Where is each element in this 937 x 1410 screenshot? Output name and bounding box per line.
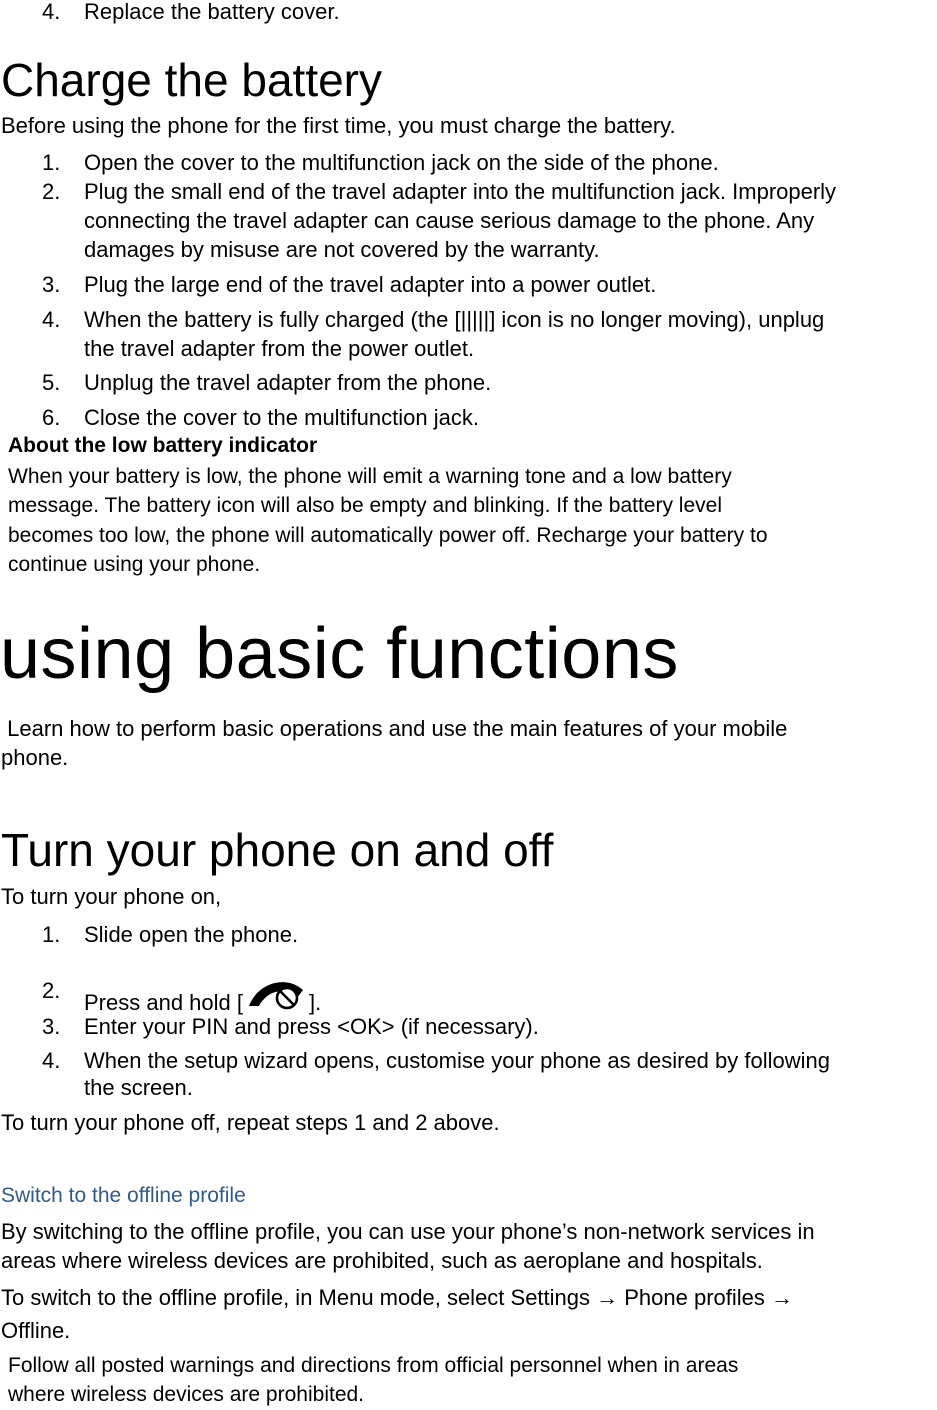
- list-number: 3.: [42, 1014, 61, 1039]
- chapter-intro-line: phone.: [1, 745, 69, 770]
- list-number: 4.: [42, 1048, 61, 1073]
- list-text: Unplug the travel adapter from the phone.: [84, 370, 492, 395]
- offline-instructions-line: Offline.: [1, 1318, 71, 1343]
- list-number: 2.: [42, 978, 61, 1003]
- chapter-intro-line: Learn how to perform basic operations and use the main features of your mobile: [1, 716, 788, 741]
- subsection-heading-offline: Switch to the offline profile: [1, 1184, 246, 1207]
- charge-intro: Before using the phone for the first time, you must charge the battery.: [1, 113, 676, 138]
- list-number: 3.: [42, 272, 61, 297]
- list-number: 6.: [42, 405, 61, 430]
- step-text-after: ].: [308, 990, 322, 1015]
- note-line: message. The battery icon will also be empty and blinking. If the battery level: [8, 494, 722, 517]
- list-number: 1.: [42, 922, 61, 947]
- end-call-key-icon: [247, 976, 305, 1016]
- list-number: 4.: [42, 0, 61, 24]
- warning-line: where wireless devices are prohibited.: [8, 1383, 365, 1406]
- offline-paragraph-line: By switching to the offline profile, you can use your phone’s non-network services in: [1, 1219, 815, 1244]
- list-text: Replace the battery cover.: [84, 0, 340, 24]
- list-text: connecting the travel adapter can cause serious damage to the phone. Any: [84, 208, 815, 233]
- warning-line: Follow all posted warnings and directions from official personnel when in areas: [8, 1354, 739, 1377]
- list-text: damages by misuse are not covered by the warranty.: [84, 237, 600, 262]
- turn-off-text: To turn your phone off, repeat steps 1 and 2 above.: [1, 1110, 500, 1135]
- list-text: the screen.: [84, 1075, 193, 1100]
- note-line: becomes too low, the phone will automatically power off. Recharge your battery to: [8, 524, 768, 547]
- list-text: [84, 976, 321, 1017]
- list-text: Open the cover to the multifunction jack on the side of the phone.: [84, 150, 719, 175]
- offline-instructions-line: To switch to the offline profile, in Menu mode, select Settings → Phone profiles →: [1, 1285, 793, 1310]
- section-heading-turn-on: Turn your phone on and off: [1, 824, 554, 876]
- offline-paragraph-line: areas where wireless devices are prohibited, such as aeroplane and hospitals.: [1, 1248, 763, 1273]
- list-text: Plug the large end of the travel adapter into a power outlet.: [84, 272, 657, 297]
- list-text: When the battery is fully charged (the [|||||] icon is no longer moving), unplug: [84, 307, 825, 332]
- list-number: 2.: [42, 179, 61, 204]
- list-text: When the setup wizard opens, customise your phone as desired by following: [84, 1048, 830, 1073]
- list-text: Close the cover to the multifunction jack.: [84, 405, 479, 430]
- list-number: 1.: [42, 150, 61, 175]
- list-text: Plug the small end of the travel adapter into the multifunction jack. Improperly: [84, 179, 837, 204]
- list-number: 4.: [42, 307, 61, 332]
- note-line: When your battery is low, the phone will emit a warning tone and a low battery: [8, 465, 732, 488]
- chapter-title: using basic functions: [0, 614, 679, 694]
- note-line: continue using your phone.: [8, 553, 261, 576]
- turn-on-intro: To turn your phone on,: [1, 884, 222, 909]
- list-text: Slide open the phone.: [84, 922, 299, 947]
- note-title: About the low battery indicator: [8, 434, 318, 457]
- list-number: 5.: [42, 370, 61, 395]
- step-text-before: Press and hold [: [84, 990, 243, 1015]
- list-text: the travel adapter from the power outlet.: [84, 336, 475, 361]
- list-text: Enter your PIN and press <OK> (if necessary).: [84, 1014, 539, 1039]
- section-heading-charge: Charge the battery: [1, 54, 383, 106]
